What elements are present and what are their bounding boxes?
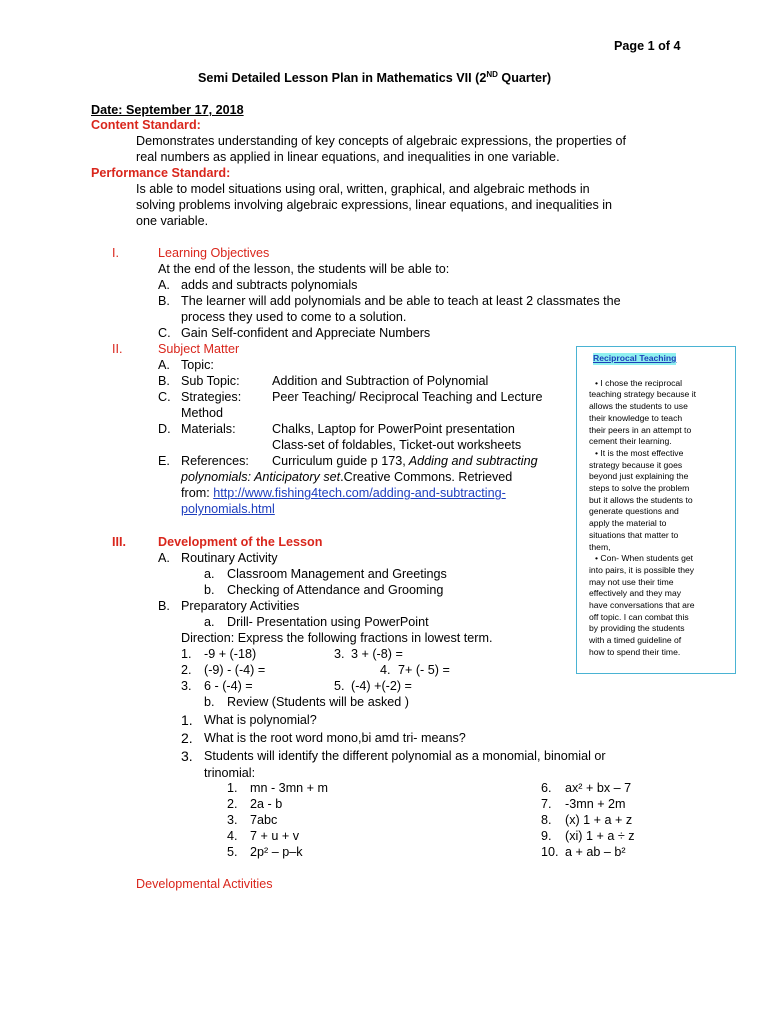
- materials-value: Chalks, Laptop for PowerPoint presentation: [272, 422, 515, 436]
- polynomial-number: 3.: [227, 813, 238, 827]
- section-2-number: II.: [112, 342, 123, 356]
- references-letter: E.: [158, 454, 170, 468]
- note-line: their knowledge to teach: [589, 412, 683, 423]
- topic-label: Topic:: [181, 358, 214, 372]
- drill-expression: (-4) +(-2) =: [351, 679, 412, 693]
- drill-expression: (-9) - (-4) =: [204, 663, 266, 677]
- performance-standard-line: one variable.: [136, 214, 209, 228]
- note-paragraph: [589, 448, 727, 553]
- note-line: have conversations that are: [589, 600, 695, 611]
- strategies-label: Strategies:: [181, 390, 242, 404]
- preparatory-activities: Preparatory Activities: [181, 599, 300, 613]
- note-paragraph: [589, 553, 727, 658]
- polynomial-expression: (xi) 1 + a ÷ z: [565, 829, 635, 843]
- question-number: 3.: [181, 748, 193, 764]
- note-line: strategy because it goes: [589, 459, 683, 470]
- note-line: beyond just explaining the: [589, 471, 689, 482]
- polynomial-expression: a + ab – b²: [565, 845, 626, 859]
- note-line: steps to solve the problem: [589, 483, 690, 494]
- materials-letter: D.: [158, 422, 171, 436]
- activity-sub-text: Drill- Presentation using PowerPoint: [227, 615, 429, 629]
- polynomial-number: 6.: [541, 781, 552, 795]
- drill-expression: -9 + (-18): [204, 647, 257, 661]
- document-title: [198, 70, 551, 86]
- drill-number: 3.: [181, 679, 192, 693]
- references-rest: .Creative Commons. Retrieved: [340, 470, 513, 484]
- polynomial-number: 7.: [541, 797, 552, 811]
- question-text: What is the root word mono,bi amd tri- means?: [204, 731, 466, 745]
- developmental-activities-heading: Developmental Activities: [136, 877, 273, 891]
- references-from: from:: [181, 486, 214, 500]
- note-line: their peers in an attempt to: [589, 424, 692, 435]
- objective-text: Gain Self-confident and Appreciate Numbers: [181, 326, 431, 340]
- drill-number: 2.: [181, 663, 192, 677]
- polynomial-expression: mn - 3mn + m: [250, 781, 329, 795]
- references-text: Curriculum guide p 173,: [272, 454, 406, 468]
- question-number: 1.: [181, 712, 193, 728]
- polynomial-expression: 2p² – p–k: [250, 845, 303, 859]
- objective-letter: C.: [158, 326, 171, 340]
- polynomial-expression: 2a - b: [250, 797, 283, 811]
- subtopic-letter: B.: [158, 374, 170, 388]
- activity-sub-letter: a.: [204, 567, 215, 581]
- objective-text: adds and subtracts polynomials: [181, 278, 358, 292]
- title-superscript: ND: [486, 69, 498, 79]
- note-line: into pairs, it is possible they: [589, 564, 695, 575]
- polynomial-expression: 7abc: [250, 813, 278, 827]
- question-text: What is polynomial?: [204, 713, 317, 727]
- activity-sub-letter: a.: [204, 615, 215, 629]
- performance-standard-label: Performance Standard:: [91, 166, 231, 180]
- note-line: off topic. I can combat this: [589, 611, 689, 622]
- topic-letter: A.: [158, 358, 170, 372]
- drill-number: 5.: [334, 679, 345, 693]
- references-line-4[interactable]: [181, 501, 275, 517]
- page-number: Page 1 of 4: [614, 39, 681, 53]
- reference-link[interactable]: http://www.fishing4tech.com/adding-and-subtracting-: [213, 486, 506, 500]
- activity-sub-letter: b.: [204, 583, 215, 597]
- polynomial-number: 5.: [227, 845, 238, 859]
- polynomial-number: 10.: [541, 845, 559, 859]
- note-paragraph: [589, 378, 727, 448]
- drill-number: 1.: [181, 647, 192, 661]
- references-italic-2: polynomials: Anticipatory set: [181, 470, 341, 484]
- subtopic-value: Addition and Subtraction of Polynomial: [272, 374, 489, 388]
- section-1-heading: Learning Objectives: [158, 246, 270, 260]
- polynomial-expression: (x) 1 + a + z: [565, 813, 633, 827]
- materials-cont: Class-set of foldables, Ticket-out worksheets: [272, 438, 522, 452]
- note-line: but it allows the students to: [589, 494, 693, 505]
- section-3-heading: Development of the Lesson: [158, 535, 323, 549]
- drill-number: 4.: [380, 663, 391, 677]
- strategies-value: Peer Teaching/ Reciprocal Teaching and Lecture: [272, 390, 543, 404]
- question-text: trinomial:: [204, 766, 256, 780]
- references-value: [272, 453, 538, 469]
- polynomial-expression: -3mn + 2m: [565, 797, 626, 811]
- content-standard-line: real numbers as applied in linear equations, and inequalities in one variable.: [136, 150, 560, 164]
- drill-expression: 3 + (-8) =: [351, 647, 403, 661]
- routinary-activity: Routinary Activity: [181, 551, 278, 565]
- objective-text: The learner will add polynomials and be able to teach at least 2 classmates the: [181, 294, 621, 308]
- note-line: them,: [589, 541, 611, 552]
- drill-expression: 7+ (- 5) =: [398, 663, 450, 677]
- note-line: with a timed guideline of: [589, 635, 682, 646]
- lesson-date: Date: September 17, 2018: [91, 103, 244, 117]
- note-title: Reciprocal Teaching: [593, 353, 677, 363]
- objective-letter: A.: [158, 278, 170, 292]
- polynomial-number: 8.: [541, 813, 552, 827]
- question-text: Students will identify the different polynomial as a monomial, binomial or: [204, 749, 606, 763]
- strategies-letter: C.: [158, 390, 171, 404]
- subtopic-label: Sub Topic:: [181, 374, 240, 388]
- activity-letter: A.: [158, 551, 170, 565]
- activity-sub-text: Checking of Attendance and Grooming: [227, 583, 444, 597]
- question-number: 2.: [181, 730, 193, 746]
- objective-letter: B.: [158, 294, 170, 308]
- polynomial-number: 2.: [227, 797, 238, 811]
- section-2-heading: Subject Matter: [158, 342, 240, 356]
- note-line: situations that matter to: [589, 529, 679, 540]
- polynomial-expression: ax² + bx – 7: [565, 781, 632, 795]
- objective-text: process they used to come to a solution.: [181, 310, 407, 324]
- note-line: cement their learning.: [589, 436, 672, 447]
- content-standard-line: Demonstrates understanding of key concepts of algebraic expressions, the properties of: [136, 134, 627, 148]
- strategies-cont: Method: [181, 406, 224, 420]
- drill-number: 3.: [334, 647, 345, 661]
- references-italic: Adding and subtracting: [405, 454, 538, 468]
- section-3-number: III.: [112, 535, 126, 549]
- note-line: effectively and they may: [589, 588, 682, 599]
- note-line: • It is the most effective: [595, 447, 684, 458]
- review-text: Review (Students will be asked ): [227, 695, 409, 709]
- polynomial-number: 9.: [541, 829, 552, 843]
- reciprocal-teaching-note: [576, 346, 736, 674]
- note-line: generate questions and: [589, 506, 679, 517]
- reference-link-cont[interactable]: polynomials.html: [181, 502, 275, 516]
- section-1-number: I.: [112, 246, 119, 260]
- activity-sub-text: Classroom Management and Greetings: [227, 567, 447, 581]
- references-line-3: [181, 485, 506, 501]
- note-line: • Con- When students get: [595, 553, 694, 564]
- objectives-intro: At the end of the lesson, the students will be able to:: [158, 262, 450, 276]
- polynomial-number: 1.: [227, 781, 238, 795]
- activity-sub-letter: b.: [204, 695, 215, 709]
- title-main: Semi Detailed Lesson Plan in Mathematics VII (2: [198, 71, 487, 85]
- content-standard-label: Content Standard:: [91, 118, 201, 132]
- note-line: teaching strategy because it: [589, 389, 697, 400]
- performance-standard-line: solving problems involving algebraic expressions, linear equations, and inequalities in: [136, 198, 613, 212]
- performance-standard-line: Is able to model situations using oral, written, graphical, and algebraic methods in: [136, 182, 590, 196]
- note-line: • I chose the reciprocal: [595, 377, 683, 388]
- note-line: apply the material to: [589, 518, 667, 529]
- activity-letter: B.: [158, 599, 170, 613]
- note-line: how to spend their time.: [589, 646, 681, 657]
- polynomial-number: 4.: [227, 829, 238, 843]
- polynomial-expression: 7 + u + v: [250, 829, 300, 843]
- drill-expression: 6 - (-4) =: [204, 679, 253, 693]
- note-line: by providing the students: [589, 623, 685, 634]
- references-label: References:: [181, 454, 249, 468]
- note-line: allows the students to use: [589, 401, 688, 412]
- note-line: may not use their time: [589, 576, 674, 587]
- title-end: Quarter): [497, 71, 552, 85]
- materials-label: Materials:: [181, 422, 236, 436]
- drill-direction: Direction: Express the following fractions in lowest term.: [181, 631, 493, 645]
- references-line-2: [181, 469, 512, 485]
